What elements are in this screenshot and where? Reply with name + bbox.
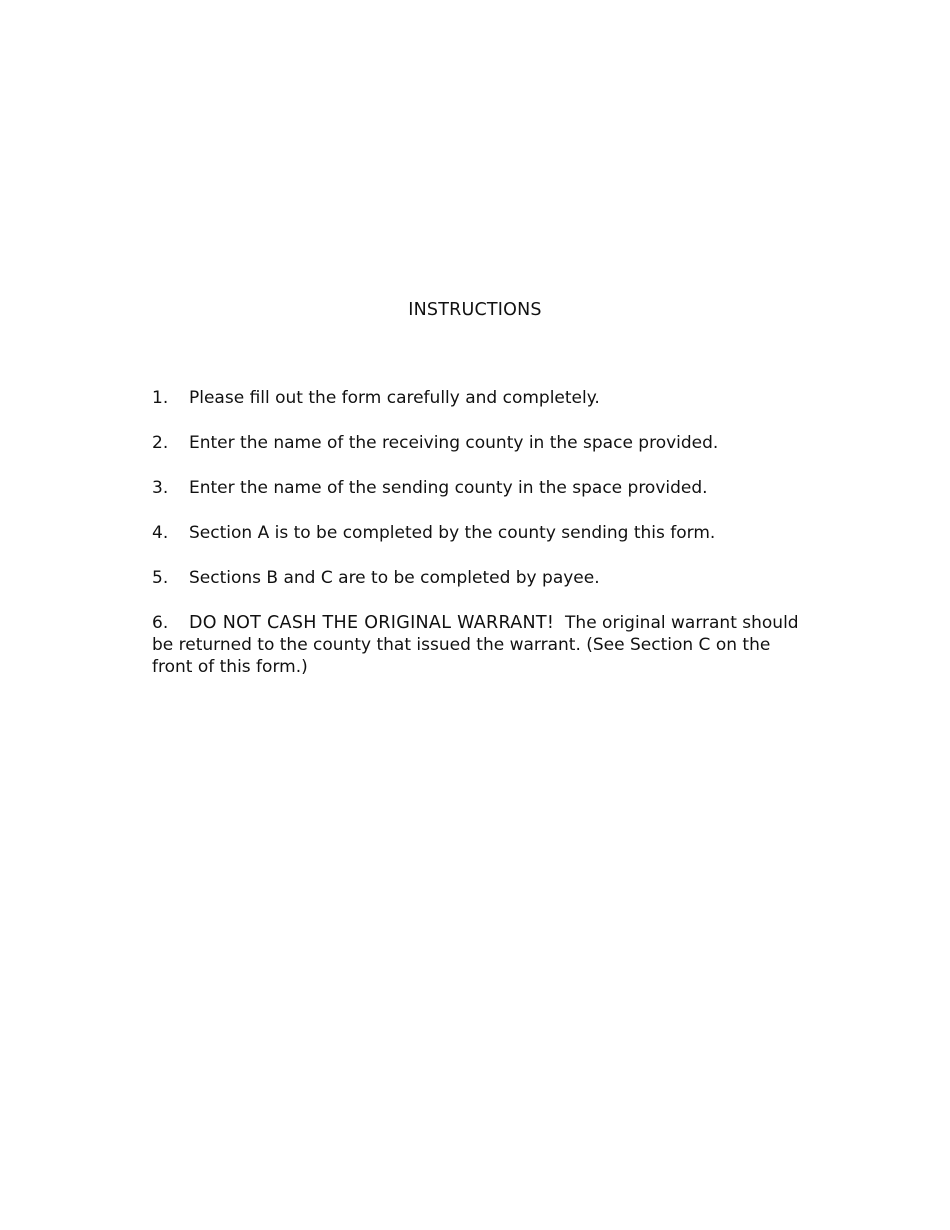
list-item — [152, 432, 812, 454]
list-item — [152, 477, 812, 499]
instructions-list — [152, 387, 812, 701]
item-number: 2. — [152, 433, 169, 453]
list-item — [152, 387, 812, 409]
item-text: Please fill out the form carefully and completely. — [189, 388, 600, 408]
item-number: 3. — [152, 478, 169, 498]
list-item — [152, 567, 812, 589]
list-item-warning — [152, 612, 802, 678]
warning-emphasis: DO NOT CASH THE ORIGINAL WARRANT! — [189, 613, 555, 633]
item-text: Sections B and C are to be completed by payee. — [189, 568, 600, 588]
item-number: 1. — [152, 388, 169, 408]
item-text: Section A is to be completed by the county sending this form. — [189, 523, 716, 543]
item-number: 4. — [152, 523, 169, 543]
list-item — [152, 522, 812, 544]
item-text: The original warrant should be returned to the county that issued the warrant. (See Section C on the front of this form.) — [152, 613, 799, 677]
item-text: Enter the name of the sending county in the space provided. — [189, 478, 708, 498]
page-title: INSTRUCTIONS — [408, 300, 542, 320]
item-number: 5. — [152, 568, 169, 588]
item-text: Enter the name of the receiving county in the space provided. — [189, 433, 719, 453]
item-number: 6. — [152, 613, 169, 633]
